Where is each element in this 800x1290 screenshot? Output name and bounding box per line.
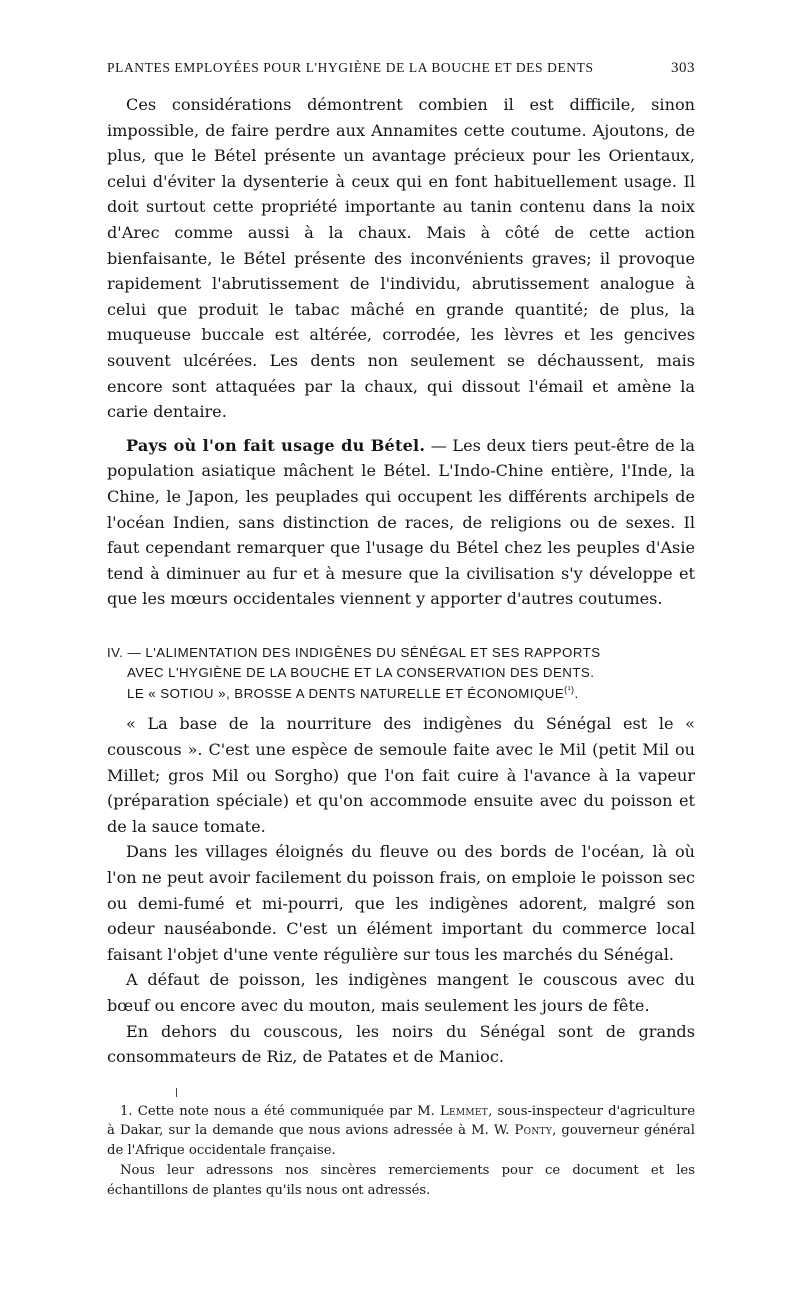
run-in-heading: Pays où l'on fait usage du Bétel. [126,435,426,455]
paragraph-betel-consequences: Ces considérations démontrent combien il est difficile, sinon impossible, de faire perdre aux Annamites cette coutume. Ajoutons, de plus, que le Bétel présente un avantage précieux pour les Orientaux, celui d'éviter la dysenterie à ceux qui en font habituellement usage. Il doit surtout cette propriété importante au tanin contenu dans la noix d'Arec comme aussi à la chaux. Mais à côté de cette action bienfaisante, le Bétel présente des inconvénients graves; il provoque rapidement l'abrutissement de l'individu, abrutissement analogue à celui que produit le tabac mâché en grande quantité; de plus, la muqueuse buccale est altérée, corrodée, les lèvres et les gencives souvent ulcérées. Les dents non seulement se déchaussent, mais encore sont attaquées par la chaux, qui dissout l'émail et amène la carie dentaire. [107,95,695,422]
paragraph-betel-countries [107,433,695,612]
chapter-heading-end: . [574,685,579,701]
chapter-heading [107,643,695,705]
footnote-person-lemmet: Lemmet [439,1103,489,1119]
footnote-text: , sous-inspecteur d'agriculture à Dakar, sur la demande que nous avions adressée à M. W. [107,1103,696,1139]
footnotes [107,1102,695,1201]
footnote-acknowledgement: Nous leur adressons nos sincères remerciements pour ce document et les échantillons de plantes qu'ils nous ont adressés. [107,1163,695,1198]
footnote-call: (¹) [564,684,575,695]
footnote-1 [107,1102,695,1161]
chapter-heading-line-3: LE « SOTIOU », BROSSE A DENTS NATURELLE ET ÉCONOMIQUE [127,685,565,701]
running-head-title: PLANTES EMPLOYÉES POUR L'HYGIÈNE DE LA BOUCHE ET DES DENTS [107,60,594,75]
footnote-person-ponty: Ponty [514,1123,553,1139]
paragraph-couscous: « La base de la nourriture des indigènes du Sénégal est le « couscous ». C'est une espèce de semoule faite avec le Mil (petit Mil ou Millet; gros Mil ou Sorgho) que l'on fait cuire à l'avance à la vapeur (préparation spéciale) et qu'on accommode ensuite avec du poisson et de la sauce tomate. [107,714,695,836]
paragraph-meat: A défaut de poisson, les indigènes mangent le couscous avec du bœuf ou encore avec du mouton, mais seulement les jours de fête. [107,970,695,1015]
paragraph-other-foods: En dehors du couscous, les noirs du Sénégal sont de grands consommateurs de Riz, de Patates et de Manioc. [107,1021,695,1067]
footnote-text: 1. Cette note nous a été communiquée par M. [120,1103,440,1119]
page-number: 303 [671,60,695,76]
footnote-text: , gouverneur général de l'Afrique occidentale française. [107,1123,695,1159]
footnote-separator-mark [107,1088,695,1102]
paragraph-text: — Les deux tiers peut-être de la population asiatique mâchent le Bétel. L'Indo-Chine entière, l'Inde, la Chine, le Japon, les peuplades qui occupent les différents archipels de l'océan Indien, sans distinction de races, de religions ou de sexes. Il faut cependant remarquer que l'usage du Bétel chez les peuples d'Asie tend à diminuer au fur et à mesure que la civilisation s'y développe et que les mœurs occidentales viennent y apporter d'autres coutumes. [107,435,696,609]
chapter-heading-line-2: AVEC L'HYGIÈNE DE LA BOUCHE ET LA CONSERVATION DES DENTS. [127,665,595,681]
paragraph-dried-fish: Dans les villages éloignés du fleuve ou des bords de l'océan, là où l'on ne peut avoir facilement du poisson frais, on emploie le poisson sec ou demi-fumé et mi-pourri, que les indigènes adorent, malgré son odeur nauséabonde. C'est un élément important du commerce local faisant l'objet d'une vente régulière sur tous les marchés du Sénégal. [107,842,695,964]
chapter-heading-line-1: IV. — L'ALIMENTATION DES INDIGÈNES DU SÉNÉGAL ET SES RAPPORTS [107,644,601,660]
running-head [107,60,695,88]
